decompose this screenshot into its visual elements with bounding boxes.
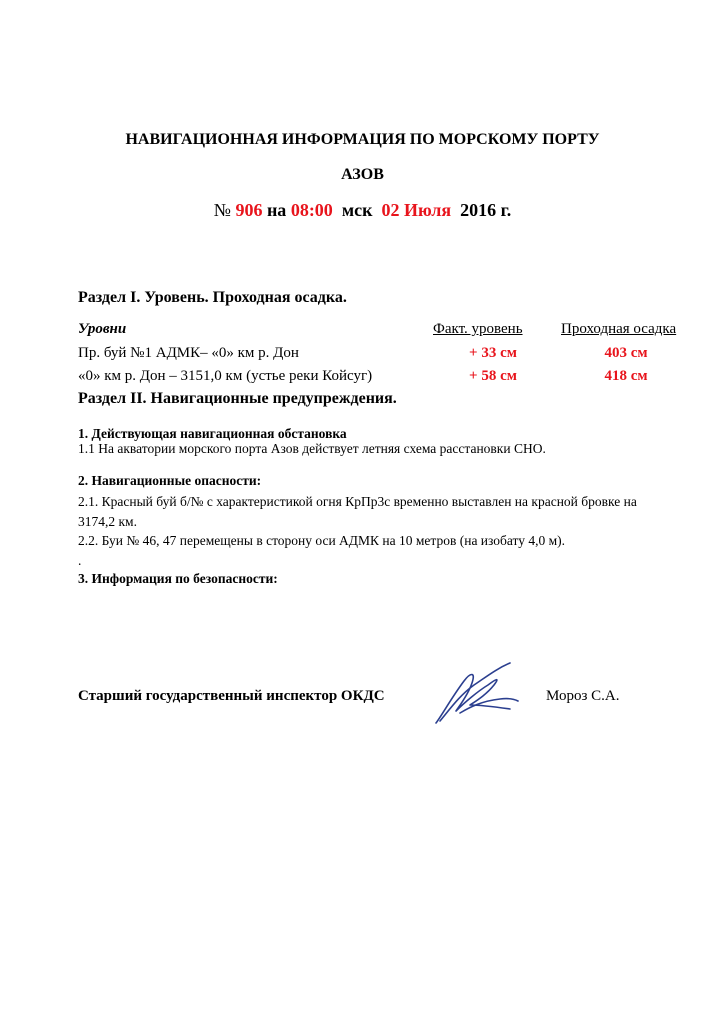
- bulletin-number: 906: [235, 200, 263, 220]
- at-word: на: [266, 200, 287, 220]
- col-header-actual: Факт. уровень: [433, 321, 523, 337]
- col-header-draft: Проходная осадка: [561, 321, 677, 337]
- col-header-levels: Уровни: [78, 321, 127, 337]
- number-prefix: №: [213, 200, 231, 220]
- signer-name: Мороз С.А.: [546, 688, 620, 704]
- timezone: мск: [341, 200, 373, 220]
- hazard-2-2: 2.2. Буи № 46, 47 перемещены в сторону оси АДМК на 10 метров (на изобату 4,0 м).: [78, 533, 566, 548]
- bulletin-date: 02 Июля: [381, 200, 452, 220]
- section-2-title: Раздел II. Навигационные предупреждения.: [78, 390, 397, 407]
- bulletin-number-line: [0, 200, 725, 221]
- handwritten-signature-icon: [430, 655, 530, 735]
- subsection-1-text: 1.1 На акватории морского порта Азов действует летняя схема расстановки СНО.: [78, 441, 546, 456]
- subsection-1-title: 1. Действующая навигационная обстановка: [78, 426, 347, 441]
- row-2-draft: 418 см: [604, 368, 648, 384]
- subsection-2-title: 2. Навигационные опасности:: [78, 473, 262, 488]
- row-1-draft: 403 см: [604, 345, 648, 361]
- section-1-title: Раздел I. Уровень. Проходная осадка.: [78, 289, 347, 306]
- signer-position: Старший государственный инспектор ОКДС: [78, 688, 385, 704]
- bulletin-time: 08:00: [290, 200, 333, 220]
- row-1-actual: + 33 см: [469, 345, 517, 361]
- row-2-actual: + 58 см: [469, 368, 517, 384]
- title-line-1: НАВИГАЦИОННАЯ ИНФОРМАЦИЯ ПО МОРСКОМУ ПОРТУ: [125, 131, 600, 148]
- title-line-2: АЗОВ: [341, 166, 384, 183]
- hazard-2-1-line-1: 2.1. Красный буй б/№ с характеристикой огня КрПр3с временно выставлен на красной бровке на: [78, 494, 637, 509]
- row-2-place: «0» км р. Дон – 3151,0 км (устье реки Койсуг): [78, 368, 373, 384]
- bulletin-year: 2016 г.: [460, 200, 512, 220]
- stray-dot: .: [78, 553, 82, 568]
- hazard-2-1-line-2: 3174,2 км.: [78, 514, 137, 529]
- row-1-place: Пр. буй №1 АДМК– «0» км р. Дон: [78, 345, 299, 361]
- subsection-3-title: 3. Информация по безопасности:: [78, 571, 278, 586]
